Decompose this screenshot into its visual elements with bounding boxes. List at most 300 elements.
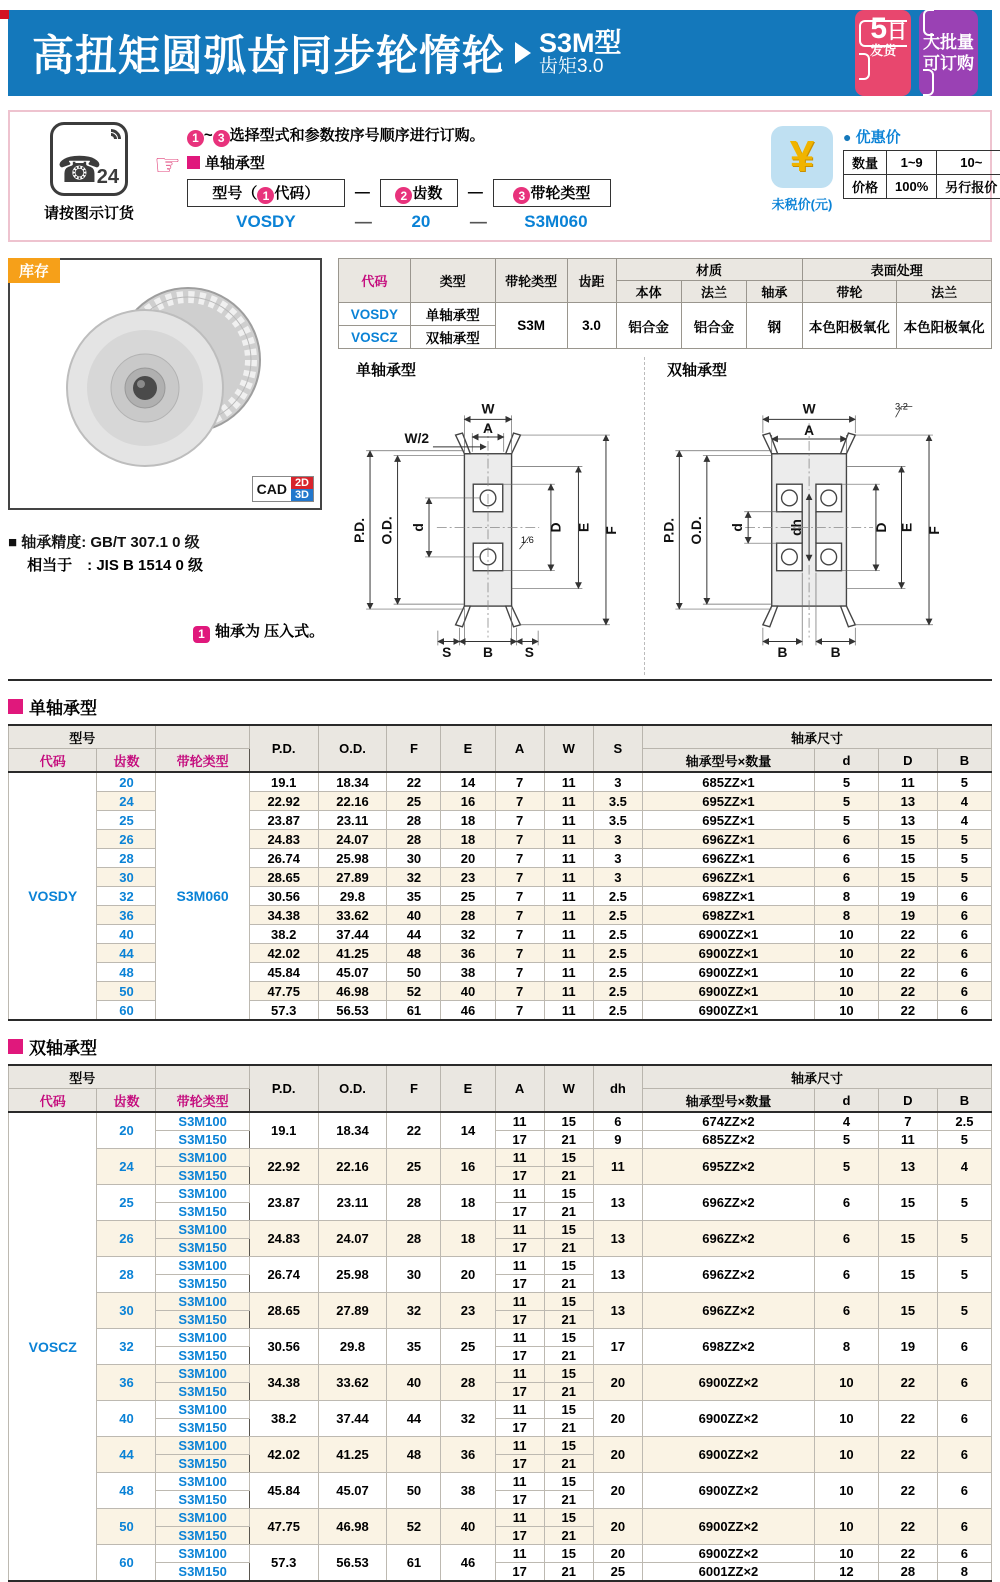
table-row xyxy=(9,1112,992,1131)
drawing-title: 单轴承型 xyxy=(356,359,638,380)
header-d: d xyxy=(814,1089,878,1113)
cell: 5 xyxy=(814,1149,878,1185)
cell: 10 xyxy=(814,925,878,944)
bulk-line1: 大批量 xyxy=(923,32,974,53)
teeth-cell: 32 xyxy=(97,887,156,906)
cell: 10 xyxy=(814,1509,878,1545)
cell: 20 xyxy=(593,1401,642,1437)
cell: 7 xyxy=(495,792,544,811)
cell: 22 xyxy=(878,1473,937,1509)
part-number-example xyxy=(187,212,771,232)
cell: 22.92 xyxy=(249,1149,318,1185)
cell: 15 xyxy=(878,1185,937,1221)
cell: 22 xyxy=(878,1401,937,1437)
cell: 15 xyxy=(544,1149,593,1167)
cell: 35 xyxy=(387,887,441,906)
dim-label-w2: W/2 xyxy=(405,431,430,446)
cell: 28 xyxy=(387,830,441,849)
cell: 45.84 xyxy=(249,963,318,982)
pulley-type-cell: S3M150 xyxy=(156,1347,249,1365)
cell: 30.56 xyxy=(249,887,318,906)
header-bearing-model: 轴承型号×数量 xyxy=(642,1089,814,1113)
teeth-cell: 50 xyxy=(97,1509,156,1545)
pulley-type-cell: S3M150 xyxy=(156,1311,249,1329)
cell: 数量 xyxy=(844,151,887,175)
cell: 18 xyxy=(441,811,495,830)
pulley-type-cell: S3M100 xyxy=(156,1509,249,1527)
cell: 34.38 xyxy=(249,906,318,925)
cell: 674ZZ×2 xyxy=(642,1112,814,1131)
cell: 铝合金 xyxy=(616,303,681,349)
phone-24-label: 24 xyxy=(97,166,119,189)
surface-finish-mark: 1.6 xyxy=(521,535,534,545)
step-3-icon: 3 xyxy=(513,187,530,204)
cell: 7 xyxy=(495,1001,544,1021)
cell: 27.89 xyxy=(318,868,387,887)
cell: 15 xyxy=(544,1329,593,1347)
teeth-cell: 28 xyxy=(97,849,156,868)
cell: 7 xyxy=(495,830,544,849)
cell: 11 xyxy=(495,1112,544,1131)
cell: 33.62 xyxy=(318,1365,387,1401)
cell: 28 xyxy=(441,906,495,925)
cell: 6 xyxy=(937,1473,991,1509)
cell: 21 xyxy=(544,1383,593,1401)
header-w: W xyxy=(544,1065,593,1112)
cell: 21 xyxy=(544,1239,593,1257)
pulley-type-cell: S3M150 xyxy=(156,1419,249,1437)
pulley-type-cell: S3M100 xyxy=(156,1293,249,1311)
cell: 11 xyxy=(593,1149,642,1185)
square-bullet-icon xyxy=(8,1039,23,1054)
cell: 5 xyxy=(937,772,991,792)
cell: 13 xyxy=(878,1149,937,1185)
cell: 685ZZ×2 xyxy=(642,1131,814,1149)
phone-order-block xyxy=(24,122,154,232)
cell: 15 xyxy=(878,1293,937,1329)
box1-suffix: 代码） xyxy=(274,185,319,202)
cell: 11 xyxy=(495,1509,544,1527)
cell: 11 xyxy=(544,849,593,868)
header-a: A xyxy=(495,725,544,772)
dash: — xyxy=(355,184,370,201)
cell: 20 xyxy=(593,1473,642,1509)
cell: 33.62 xyxy=(318,906,387,925)
header-bearing: 轴承 xyxy=(747,281,803,303)
precision-line1: ■ 轴承精度: GB/T 307.1 0 级 xyxy=(8,532,338,555)
cell: 42.02 xyxy=(249,944,318,963)
cell: 29.8 xyxy=(318,887,387,906)
cell: 21 xyxy=(544,1419,593,1437)
header-s: S xyxy=(593,725,642,772)
cell: 696ZZ×2 xyxy=(642,1221,814,1257)
cell: 6 xyxy=(937,1545,991,1563)
section-divider xyxy=(8,679,992,681)
table-row xyxy=(9,1437,992,1455)
cell: 6900ZZ×2 xyxy=(642,1401,814,1437)
cell: 11 xyxy=(495,1221,544,1239)
cell: 18.34 xyxy=(318,1112,387,1149)
header-surf-pulley: 带轮 xyxy=(802,281,897,303)
header-w: W xyxy=(544,725,593,772)
cell: 17 xyxy=(495,1383,544,1401)
header-teeth: 齿数 xyxy=(97,1089,156,1113)
bulk-order-badge xyxy=(919,10,978,97)
cell: 17 xyxy=(593,1329,642,1365)
cell: 40 xyxy=(441,1509,495,1545)
cell: 32 xyxy=(387,1293,441,1329)
cell: 21 xyxy=(544,1131,593,1149)
phone-icon: ☎ xyxy=(57,149,102,191)
table-row xyxy=(339,303,992,326)
cell: 11 xyxy=(495,1293,544,1311)
teeth-cell: 20 xyxy=(97,772,156,792)
header-code: 代码 xyxy=(339,259,411,303)
cell: 21 xyxy=(544,1347,593,1365)
cell: 4 xyxy=(814,1112,878,1131)
cell: 7 xyxy=(495,925,544,944)
cell: 6900ZZ×1 xyxy=(642,944,814,963)
cell: 11 xyxy=(495,1437,544,1455)
cell: 6900ZZ×2 xyxy=(642,1473,814,1509)
catalog-page xyxy=(0,10,1000,1582)
cad-3d-label: 3D xyxy=(291,489,313,501)
cell: 30 xyxy=(387,849,441,868)
yen-glyph: ¥ xyxy=(790,132,814,182)
cell: 21 xyxy=(544,1527,593,1545)
page-title: 高扭矩圆弧齿同步轮惰轮 xyxy=(32,23,505,83)
cell: 17 xyxy=(495,1167,544,1185)
step-3-icon: 3 xyxy=(213,130,230,147)
part-number-boxes xyxy=(187,179,771,208)
teeth-cell: 24 xyxy=(97,792,156,811)
cell: 22.16 xyxy=(318,792,387,811)
cad-2d-label: 2D xyxy=(291,477,313,489)
cell: 15 xyxy=(544,1221,593,1239)
section-title: 单轴承型 xyxy=(29,694,97,719)
table-row xyxy=(844,175,1000,199)
cell: 7 xyxy=(495,868,544,887)
code-cell: VOSCZ xyxy=(339,326,411,349)
cad-badge[interactable] xyxy=(252,476,314,502)
header-material: 材质 xyxy=(616,259,802,281)
double-bearing-diagram xyxy=(649,380,979,670)
cell: 铝合金 xyxy=(681,303,746,349)
cell: 6 xyxy=(814,849,878,868)
cell: 17 xyxy=(495,1203,544,1221)
header-d: d xyxy=(814,749,878,773)
teeth-cell: 26 xyxy=(97,1221,156,1257)
header-surf-flange: 法兰 xyxy=(897,281,992,303)
cell: 5 xyxy=(937,1185,991,1221)
pulley-type-cell: S3M150 xyxy=(156,1131,249,1149)
cell: 696ZZ×2 xyxy=(642,1257,814,1293)
header-dh: dh xyxy=(593,1065,642,1112)
cell: 2.5 xyxy=(593,906,642,925)
cell: 10 xyxy=(814,1473,878,1509)
cell: 13 xyxy=(593,1257,642,1293)
cell: 4 xyxy=(937,811,991,830)
table-row xyxy=(9,1563,992,1582)
cell: 22 xyxy=(878,963,937,982)
table-row xyxy=(9,725,992,749)
square-bullet-icon xyxy=(8,699,23,714)
cell: 44 xyxy=(387,1401,441,1437)
cell: 6 xyxy=(937,887,991,906)
pulley-type-cell: S3M100 xyxy=(156,1221,249,1239)
cell: 30 xyxy=(387,1257,441,1293)
cell: 15 xyxy=(544,1365,593,1383)
cell: 46.98 xyxy=(318,1509,387,1545)
header-code: 代码 xyxy=(9,1089,97,1113)
header-D: D xyxy=(878,749,937,773)
cell: 16 xyxy=(441,792,495,811)
cell: 30.56 xyxy=(249,1329,318,1365)
cell: 2.5 xyxy=(593,887,642,906)
cell: 20 xyxy=(593,1545,642,1563)
cell: 11 xyxy=(495,1401,544,1419)
cell: 11 xyxy=(544,887,593,906)
cell: 6 xyxy=(937,1401,991,1437)
cell: 7 xyxy=(495,887,544,906)
cell: 17 xyxy=(495,1311,544,1329)
pulley-type-cell: S3M100 xyxy=(156,1257,249,1275)
cell: 11 xyxy=(544,944,593,963)
cell: 28 xyxy=(387,1185,441,1221)
cell: 6 xyxy=(937,906,991,925)
cell: 56.53 xyxy=(318,1001,387,1021)
price-table xyxy=(843,150,1000,199)
pulley-type-cell: S3M150 xyxy=(156,1455,249,1473)
code-cell: VOSCZ xyxy=(9,1112,97,1581)
dim-label-f: F xyxy=(927,526,942,534)
cell: 27.89 xyxy=(318,1293,387,1329)
cell: 36 xyxy=(441,1437,495,1473)
cell: 6 xyxy=(937,1437,991,1473)
cell: 29.8 xyxy=(318,1329,387,1365)
cell: 45.07 xyxy=(318,963,387,982)
header-code: 代码 xyxy=(9,749,97,773)
cell: 15 xyxy=(544,1401,593,1419)
cell: 17 xyxy=(495,1527,544,1545)
cell: 25 xyxy=(387,792,441,811)
cell: 22 xyxy=(387,772,441,792)
cell: 3 xyxy=(593,849,642,868)
dim-label-a: A xyxy=(483,421,493,436)
cell: 17 xyxy=(495,1455,544,1473)
pulley-type-cell: S3M150 xyxy=(156,1239,249,1257)
table-row xyxy=(9,1401,992,1419)
cell: 685ZZ×1 xyxy=(642,772,814,792)
price-block xyxy=(771,122,976,232)
cell: 11 xyxy=(544,830,593,849)
cell: 3.5 xyxy=(593,792,642,811)
cell: 6 xyxy=(937,925,991,944)
cell: 32 xyxy=(441,1401,495,1437)
cell: 100% xyxy=(887,175,937,199)
pulley-type-cell: S3M100 xyxy=(156,1329,249,1347)
dim-label-s: S xyxy=(442,645,451,660)
header-teeth: 齿数 xyxy=(97,749,156,773)
cell: 21 xyxy=(544,1311,593,1329)
cell: 57.3 xyxy=(249,1001,318,1021)
cell: 50 xyxy=(387,963,441,982)
cell: 6900ZZ×2 xyxy=(642,1509,814,1545)
cell: 15 xyxy=(544,1112,593,1131)
header-od: O.D. xyxy=(318,1065,387,1112)
single-bearing-diagram xyxy=(338,380,638,670)
yen-icon xyxy=(771,126,833,188)
cell: 11 xyxy=(495,1473,544,1491)
header-f: F xyxy=(387,1065,441,1112)
table-row xyxy=(9,1149,992,1167)
table-row xyxy=(9,1293,992,1311)
header-pulley-type: 带轮类型 xyxy=(495,259,567,303)
cell: 6 xyxy=(814,1185,878,1221)
cell: 11 xyxy=(495,1329,544,1347)
cad-label: CAD xyxy=(253,477,291,501)
cell: 44 xyxy=(387,925,441,944)
header-model: 型号 xyxy=(9,725,156,749)
cell: 20 xyxy=(441,849,495,868)
cell: 21 xyxy=(544,1455,593,1473)
cell: 23 xyxy=(441,868,495,887)
header-pitch: 齿距 xyxy=(567,259,616,303)
teeth-cell: 26 xyxy=(97,830,156,849)
cell: 11 xyxy=(544,792,593,811)
cell: 19 xyxy=(878,1329,937,1365)
cell: 24.07 xyxy=(318,830,387,849)
cell: 8 xyxy=(814,887,878,906)
cell: 37.44 xyxy=(318,1401,387,1437)
dim-label-pd: P.D. xyxy=(352,518,367,543)
product-photo-box xyxy=(8,258,322,510)
cell: 24.07 xyxy=(318,1221,387,1257)
cell: 52 xyxy=(387,1509,441,1545)
cell: 11 xyxy=(544,868,593,887)
dim-label-e: E xyxy=(899,523,914,532)
cell: 38 xyxy=(441,1473,495,1509)
cell: 18 xyxy=(441,1221,495,1257)
cell: 11 xyxy=(544,963,593,982)
cell: 19 xyxy=(878,887,937,906)
cell: 45.07 xyxy=(318,1473,387,1509)
note-text: 轴承为 压入式。 xyxy=(215,623,324,640)
cell: 5 xyxy=(937,1131,991,1149)
header-bearing-dim: 轴承尺寸 xyxy=(642,1065,991,1089)
cell: 11 xyxy=(495,1257,544,1275)
cell: 25 xyxy=(441,1329,495,1365)
spec-table xyxy=(338,258,992,349)
note-1-icon: 1 xyxy=(193,626,210,643)
table-row xyxy=(9,772,992,792)
header-bearing-model: 轴承型号×数量 xyxy=(642,749,814,773)
cell: 22 xyxy=(387,1112,441,1149)
cell: 6 xyxy=(937,1329,991,1365)
cell: 10 xyxy=(814,1437,878,1473)
cell: 11 xyxy=(544,982,593,1001)
cell: 22 xyxy=(878,944,937,963)
box3-label: 带轮类型 xyxy=(530,185,590,202)
page-corner-mark xyxy=(0,10,9,19)
cell: 13 xyxy=(593,1185,642,1221)
cell: 47.75 xyxy=(249,1509,318,1545)
dim-label-w: W xyxy=(482,401,495,416)
dim-label-a: A xyxy=(804,423,814,438)
teeth-cell: 32 xyxy=(97,1329,156,1365)
cell: 21 xyxy=(544,1491,593,1509)
cell: 3 xyxy=(593,868,642,887)
header-b: B xyxy=(937,1089,991,1113)
cell: 6900ZZ×1 xyxy=(642,1001,814,1021)
cell: 6 xyxy=(937,982,991,1001)
cell: 7 xyxy=(495,772,544,792)
cell: 28.65 xyxy=(249,868,318,887)
part-box-teeth xyxy=(380,179,458,208)
teeth-cell: 60 xyxy=(97,1001,156,1021)
cell: 21 xyxy=(544,1167,593,1185)
drawing-title: 双轴承型 xyxy=(667,359,979,380)
cell: 7 xyxy=(495,906,544,925)
teeth-cell: 36 xyxy=(97,906,156,925)
single-bearing-table xyxy=(8,724,992,1021)
cell: 46.98 xyxy=(318,982,387,1001)
cell: 另行报价 xyxy=(937,175,1000,199)
cell: 23.87 xyxy=(249,811,318,830)
dim-label-pd: P.D. xyxy=(661,518,676,543)
cell: 18 xyxy=(441,1185,495,1221)
cell: 38.2 xyxy=(249,1401,318,1437)
cell: 7 xyxy=(878,1112,937,1131)
cell: 34.38 xyxy=(249,1365,318,1401)
bulk-line2: 可订购 xyxy=(923,53,974,74)
cell: 19.1 xyxy=(249,772,318,792)
cell: 41.25 xyxy=(318,1437,387,1473)
cell: 6 xyxy=(814,830,878,849)
header-b: B xyxy=(937,749,991,773)
cell: 24.83 xyxy=(249,830,318,849)
cell: 15 xyxy=(878,1221,937,1257)
cell: 696ZZ×1 xyxy=(642,868,814,887)
cell: 1~9 xyxy=(887,151,937,175)
cell: 35 xyxy=(387,1329,441,1365)
table-row xyxy=(9,1131,992,1149)
cell: 6 xyxy=(814,1257,878,1293)
pulley-type-cell: S3M150 xyxy=(156,1383,249,1401)
series-pitch: 齿矩3.0 xyxy=(539,57,622,77)
ordering-guide xyxy=(8,110,992,242)
cell: 22 xyxy=(878,1365,937,1401)
header-surface: 表面处理 xyxy=(802,259,991,281)
cell: 14 xyxy=(441,1112,495,1149)
cell: 11 xyxy=(878,772,937,792)
dim-label-dh: dh xyxy=(789,519,804,536)
cell: 6 xyxy=(937,1365,991,1401)
table-row xyxy=(9,1221,992,1239)
cell: 42.02 xyxy=(249,1437,318,1473)
dash: — xyxy=(470,212,487,232)
cell: 40 xyxy=(387,1365,441,1401)
cell: 3 xyxy=(593,830,642,849)
pointing-hand-icon: ☞ xyxy=(154,148,181,232)
dim-label-f: F xyxy=(604,526,619,534)
cell: 52 xyxy=(387,982,441,1001)
pulley-type-cell: S3M100 xyxy=(156,1545,249,1563)
cell: 6 xyxy=(814,1293,878,1329)
cell: 21 xyxy=(544,1275,593,1293)
cell: 2.5 xyxy=(593,925,642,944)
pulley-type-cell: S3M150 xyxy=(156,1491,249,1509)
